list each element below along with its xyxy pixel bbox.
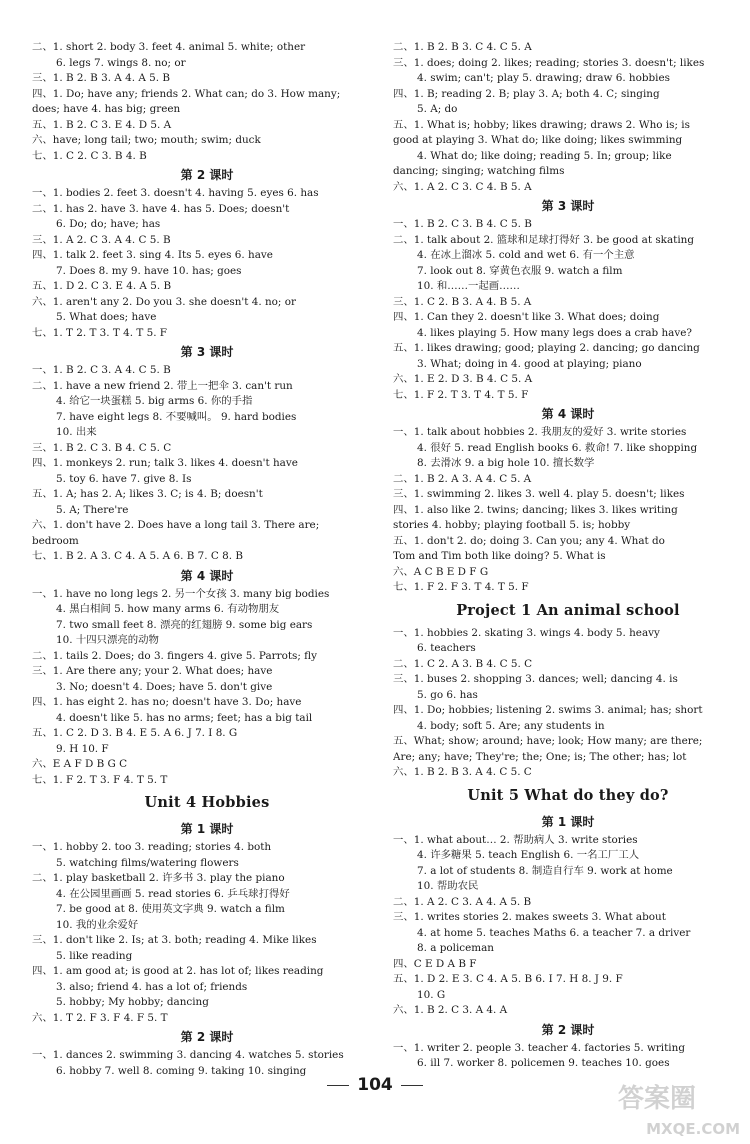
- answer-line: 4. 给它一块蛋糕 5. big arms 6. 你的手指: [56, 395, 253, 407]
- watermark-logo: [616, 1078, 744, 1140]
- answer-line: stories 4. hobby; playing football 5. is; hobby: [393, 519, 631, 531]
- answer-line: 10. 十四只漂亮的动物: [56, 634, 159, 646]
- answer-line: 三、1. Are there any; your 2. What does; have: [32, 665, 273, 677]
- section-heading: 第 1 课时: [541, 814, 595, 829]
- answer-line: 6. legs 7. wings 8. no; or: [56, 56, 186, 69]
- answer-line: dancing; singing; watching films: [393, 165, 565, 177]
- answer-line: 5. hobby; My hobby; dancing: [56, 996, 209, 1008]
- section-heading: 第 4 课时: [541, 407, 595, 421]
- answer-line: 4. body; soft 5. Are; any students in: [417, 719, 605, 732]
- answer-line: 一、1. what about… 2. 帮助病人 3. write stories: [393, 833, 638, 846]
- answer-line: 七、1. C 2. C 3. B 4. B: [32, 149, 147, 162]
- unit-title: Unit 5 What do they do?: [467, 786, 669, 804]
- answer-line: 五、1. D 2. C 3. E 4. A 5. B: [32, 280, 172, 292]
- watermark-sub: MXQE.COM: [646, 1120, 740, 1138]
- answer-line: 4. 黑白相间 5. how many arms 6. 有动物朋友: [56, 603, 280, 615]
- answer-line: 二、1. short 2. body 3. feet 4. animal 5. white; other: [32, 41, 306, 53]
- unit-title: Project 1 An animal school: [456, 601, 680, 619]
- answer-line: 10. 出来: [56, 426, 97, 438]
- answer-line: Tom and Tim both like doing? 5. What is: [393, 550, 606, 562]
- answer-line: good at playing 3. What do; like doing; likes swimming: [393, 134, 683, 146]
- answer-line: 4. doesn't like 5. has no arms; feet; has a big tail: [56, 711, 313, 724]
- answer-line: 7. be good at 8. 使用英文字典 9. watch a film: [56, 903, 285, 915]
- answer-line: 6. teachers: [417, 642, 476, 654]
- answer-line: 五、What; show; around; have; look; How many; are there;: [393, 735, 703, 747]
- answer-line: 5. watching films/watering flowers: [56, 856, 239, 869]
- answer-line: does; have 4. has big; green: [32, 103, 181, 115]
- answer-line: 5. like reading: [56, 949, 133, 962]
- answer-line: 七、1. F 2. T 3. F 4. T 5. T: [32, 773, 168, 786]
- watermark-text: 答案圈: [618, 1084, 697, 1114]
- section-heading: 第 2 课时: [180, 168, 234, 182]
- answer-line: 一、1. hobby 2. too 3. reading; stories 4. both: [32, 841, 272, 853]
- answer-line: 六、1. A 2. C 3. C 4. B 5. A: [393, 180, 532, 193]
- answer-line: 4. 在公园里画画 5. read stories 6. 乒乓球打得好: [56, 887, 290, 900]
- answer-line: 二、1. talk about 2. 篮球和足球打得好 3. be good at skating: [393, 233, 694, 246]
- answer-line: 二、1. play basketball 2. 许多书 3. play the piano: [32, 872, 285, 884]
- answer-line: 9. H 10. F: [56, 742, 109, 755]
- answer-line: 一、1. have no long legs 2. 另一个女孩 3. many big bodies: [32, 587, 330, 600]
- right-column: [393, 40, 743, 1072]
- answer-line: 六、1. don't have 2. Does have a long tail 3. There are;: [32, 519, 320, 531]
- answer-line: 7. have eight legs 8. 不要喊叫。 9. hard bodies: [56, 410, 297, 423]
- answer-line: 7. look out 8. 穿黄色衣服 9. watch a film: [417, 264, 623, 277]
- answer-line: 四、1. has eight 2. has no; doesn't have 3. Do; have: [32, 696, 302, 708]
- answer-line: 二、1. has 2. have 3. have 4. has 5. Does; doesn't: [32, 202, 290, 215]
- answer-line: 四、1. Do; have any; friends 2. What can; do 3. How many;: [32, 87, 341, 100]
- answer-line: 三、1. does; doing 2. likes; reading; stories 3. doesn't; likes: [393, 56, 705, 69]
- answer-line: 四、1. monkeys 2. run; talk 3. likes 4. doesn't have: [32, 457, 298, 469]
- answer-line: 二、1. C 2. A 3. B 4. C 5. C: [393, 657, 533, 670]
- answer-line: 七、1. T 2. T 3. T 4. T 5. F: [32, 326, 168, 339]
- answer-line: 一、1. B 2. C 3. B 4. C 5. B: [393, 218, 532, 230]
- answer-line: 一、1. B 2. C 3. A 4. C 5. B: [32, 364, 171, 376]
- answer-line: 二、1. B 2. B 3. C 4. C 5. A: [393, 41, 532, 53]
- answer-line: 10. G: [417, 988, 446, 1001]
- answer-line: 七、1. F 2. F 3. T 4. T 5. F: [393, 581, 529, 593]
- section-heading: 第 1 课时: [180, 822, 234, 836]
- answer-line: 六、E A F D B G C: [32, 758, 128, 770]
- page-number-text: 104: [357, 1075, 393, 1095]
- answer-line: 4. 许多糖果 5. teach English 6. 一名工厂工人: [417, 849, 640, 861]
- section-heading: 第 4 课时: [180, 568, 234, 583]
- answer-line: 7. Does 8. my 9. have 10. has; goes: [56, 264, 242, 277]
- answer-line: 一、1. writer 2. people 3. teacher 4. factories 5. writing: [393, 1041, 685, 1054]
- section-heading: 第 2 课时: [180, 1030, 234, 1044]
- answer-line: 五、1. A; has 2. A; likes 3. C; is 4. B; doesn't: [32, 488, 263, 500]
- answer-line: Are; any; have; They're; the; One; is; The other; has; lot: [393, 750, 687, 763]
- answer-line: 一、1. bodies 2. feet 3. doesn't 4. having 5. eyes 6. has: [32, 187, 319, 199]
- dash-right: [401, 1085, 423, 1086]
- answer-line: 5. go 6. has: [417, 688, 478, 701]
- answer-line: 五、1. B 2. C 3. E 4. D 5. A: [32, 118, 172, 131]
- answer-line: 六、1. E 2. D 3. B 4. C 5. A: [393, 373, 533, 385]
- answer-line: 一、1. hobbies 2. skating 3. wings 4. body 5. heavy: [393, 626, 660, 639]
- answer-line: 五、1. likes drawing; good; playing 2. dancing; go dancing: [393, 342, 700, 354]
- answer-line: 6. hobby 7. well 8. coming 9. taking 10. singing: [56, 1064, 307, 1077]
- answer-line: 六、1. T 2. F 3. F 4. F 5. T: [32, 1011, 168, 1024]
- unit-title: Unit 4 Hobbies: [144, 794, 270, 811]
- answer-line: 6. ill 7. worker 8. policemen 9. teaches 10. goes: [417, 1057, 670, 1069]
- answer-line: 六、A C B E D F G: [393, 565, 489, 578]
- answer-line: 五、1. C 2. D 3. B 4. E 5. A 6. J 7. I 8. G: [32, 727, 238, 739]
- answer-line: 6. Do; do; have; has: [56, 218, 161, 230]
- answer-line: 5. toy 6. have 7. give 8. Is: [56, 472, 192, 485]
- answer-line: 六、1. B 2. B 3. A 4. C 5. C: [393, 766, 532, 778]
- answer-line: bedroom: [32, 534, 79, 547]
- section-heading: 第 3 课时: [180, 345, 234, 359]
- answer-line: 4. 在冰上溜冰 5. cold and wet 6. 有一个主意: [417, 249, 635, 261]
- answer-line: 二、1. B 2. A 3. A 4. C 5. A: [393, 472, 532, 485]
- section-heading: 第 3 课时: [541, 199, 595, 213]
- answer-line: 四、1. Can they 2. doesn't like 3. What does; doing: [393, 311, 660, 323]
- answer-line: 六、1. aren't any 2. Do you 3. she doesn't 4. no; or: [32, 295, 296, 308]
- answer-line: 3. No; doesn't 4. Does; have 5. don't give: [56, 680, 273, 693]
- answer-line: 8. 去滑冰 9. a big hole 10. 擅长数学: [417, 457, 595, 469]
- answer-line: 一、1. dances 2. swimming 3. dancing 4. watches 5. stories: [32, 1049, 344, 1061]
- answer-line: 10. 我的业余爱好: [56, 918, 139, 931]
- answer-line: 二、1. tails 2. Does; do 3. fingers 4. give 5. Parrots; fly: [32, 649, 317, 662]
- answer-line: 三、1. don't like 2. Is; at 3. both; reading 4. Mike likes: [32, 934, 317, 946]
- answer-line: 4. at home 5. teaches Maths 6. a teacher 7. a driver: [417, 926, 691, 939]
- answer-line: 3. also; friend 4. has a lot of; friends: [56, 980, 248, 993]
- answer-line: 4. What do; like doing; reading 5. In; group; like: [417, 149, 672, 162]
- answer-line: 六、1. B 2. C 3. A 4. A: [393, 1004, 508, 1016]
- answer-line: 二、1. have a new friend 2. 带上一把伞 3. can't run: [32, 379, 293, 392]
- answer-line: 六、have; long tail; two; mouth; swim; duck: [32, 134, 261, 146]
- answer-line: 8. a policeman: [417, 942, 494, 954]
- answer-line: 三、1. B 2. B 3. A 4. A 5. B: [32, 72, 170, 84]
- answer-line: 三、1. A 2. C 3. A 4. C 5. B: [32, 233, 171, 246]
- answer-line: 四、1. Do; hobbies; listening 2. swims 3. animal; has; short: [393, 704, 703, 716]
- answer-line: 三、1. swimming 2. likes 3. well 4. play 5. doesn't; likes: [393, 488, 685, 500]
- answer-line: 一、1. talk about hobbies 2. 我朋友的爱好 3. write stories: [393, 426, 687, 438]
- answer-line: 7. a lot of students 8. 制造自行车 9. work at home: [417, 864, 673, 877]
- left-column: [32, 40, 382, 1079]
- answer-line: 三、1. B 2. C 3. B 4. C 5. C: [32, 441, 172, 454]
- answer-line: 七、1. F 2. T 3. T 4. T 5. F: [393, 388, 529, 401]
- answer-line: 3. What; doing in 4. good at playing; piano: [417, 357, 642, 370]
- answer-line: 7. two small feet 8. 漂亮的红翅膀 9. some big ears: [56, 618, 313, 631]
- answer-line: 5. A; do: [417, 103, 458, 115]
- answer-line: 5. A; There're: [56, 503, 129, 516]
- answer-line: 五、1. don't 2. do; doing 3. Can you; any 4. What do: [393, 534, 665, 547]
- answer-line: 5. What does; have: [56, 311, 157, 323]
- answer-line: 四、1. B; reading 2. B; play 3. A; both 4. C; singing: [393, 87, 660, 100]
- dash-left: [327, 1085, 349, 1086]
- answer-line: 三、1. C 2. B 3. A 4. B 5. A: [393, 295, 532, 308]
- answer-line: 三、1. writes stories 2. makes sweets 3. What about: [393, 911, 666, 923]
- answer-line: 四、1. also like 2. twins; dancing; likes 3. likes writing: [393, 503, 678, 516]
- answer-line: 10. 帮助农民: [417, 880, 479, 892]
- answer-line: 三、1. buses 2. shopping 3. dances; well; dancing 4. is: [393, 673, 678, 685]
- answer-line: 五、1. What is; hobby; likes drawing; draws 2. Who is; is: [393, 118, 690, 131]
- answer-line: 10. 和……一起画……: [417, 280, 520, 292]
- answer-line: 四、1. talk 2. feet 3. sing 4. Its 5. eyes 6. have: [32, 249, 273, 261]
- section-heading: 第 2 课时: [541, 1022, 595, 1037]
- answer-line: 4. likes playing 5. How many legs does a crab have?: [417, 326, 692, 339]
- answer-line: 四、C E D A B F: [393, 957, 477, 970]
- answer-line: 4. swim; can't; play 5. drawing; draw 6. hobbies: [417, 72, 670, 84]
- answer-line: 二、1. A 2. C 3. A 4. A 5. B: [393, 895, 532, 908]
- answer-line: 4. 很好 5. read English books 6. 救命! 7. like shopping: [417, 441, 698, 454]
- answer-line: 五、1. D 2. E 3. C 4. A 5. B 6. I 7. H 8. J 9. F: [393, 973, 623, 985]
- answer-line: 七、1. B 2. A 3. C 4. A 5. A 6. B 7. C 8. B: [32, 550, 243, 562]
- answer-line: 四、1. am good at; is good at 2. has lot of; likes reading: [32, 965, 324, 977]
